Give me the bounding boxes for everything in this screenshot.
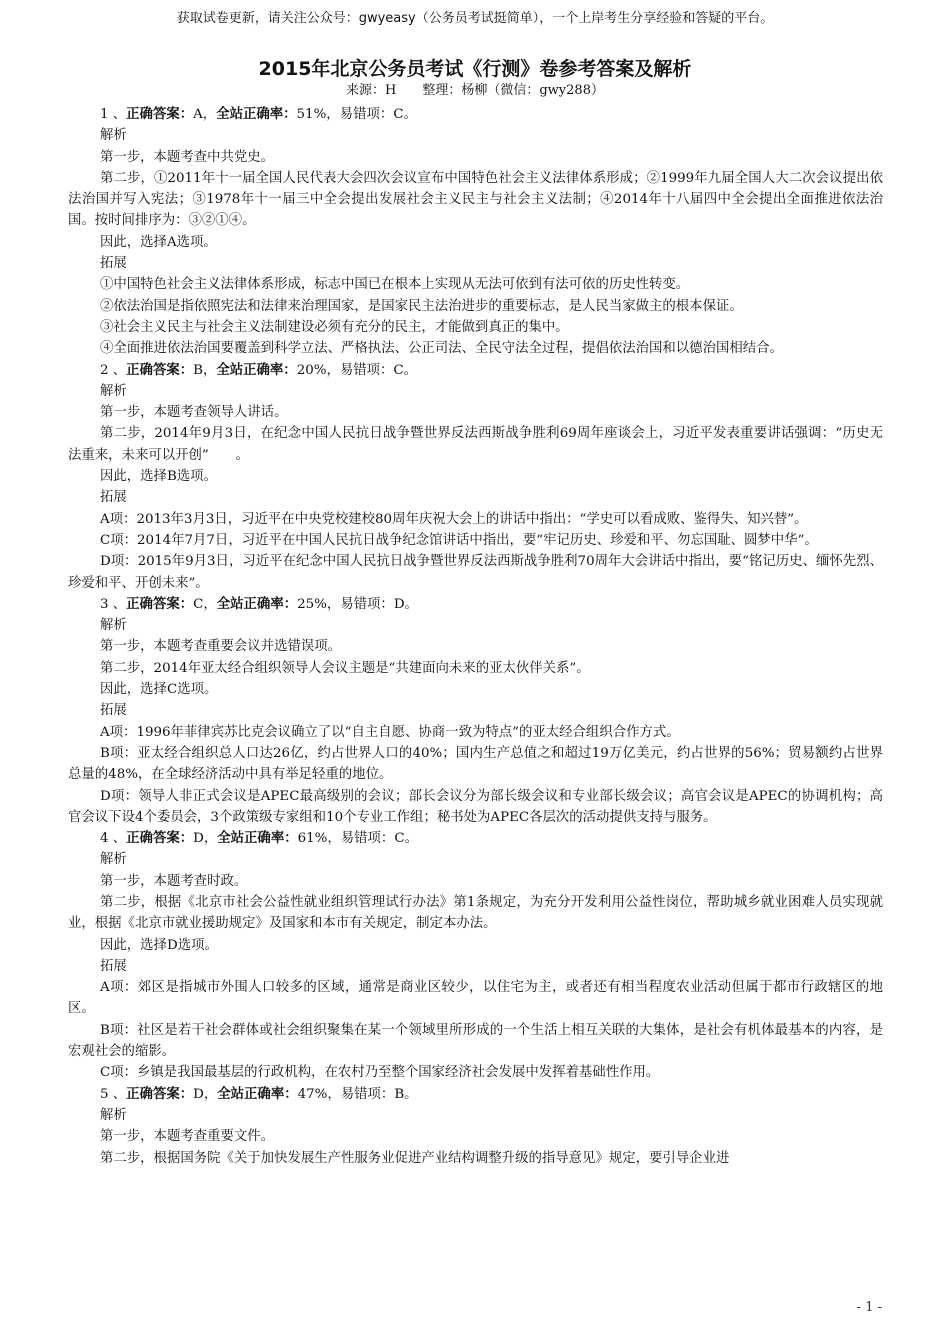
rate-value: 20%，易错项：C。 <box>296 362 418 378</box>
analysis-paragraph: 因此，选择D选项。 <box>100 937 218 953</box>
answer-value: C， <box>193 596 217 612</box>
rate-value: 47%，易错项：B。 <box>297 1086 418 1102</box>
extend-paragraph: A项：郊区是指城市外围人口较多的区域，通常是商业区较少，以住宅为主，或者还有相当程度农业活动但属于都市行政辖区的地区。 <box>68 980 883 1017</box>
analysis-paragraph: 第二步，根据《北京市社会公益性就业组织管理试行办法》第1条规定，为充分开发利用公益性岗位，帮助城乡就业困难人员实现就业，根据《北京市就业援助规定》及国家和本市有关规定，制定本办法。 <box>68 894 883 932</box>
extend-paragraph: ①中国特色社会主义法律体系形成，标志中国已在根本上实现从无法可依到有法可依的历史性转变。 <box>100 277 690 293</box>
analysis-paragraph: 因此，选择B选项。 <box>100 469 217 485</box>
analysis-label: 解析 <box>100 852 127 868</box>
answer-value: D， <box>193 1086 218 1102</box>
page-title: 2015年北京公务员考试《行测》卷参考答案及解析 <box>258 58 692 80</box>
analysis-paragraph: 第二步，2014年9月3日，在纪念中国人民抗日战争暨世界反法西斯战争胜利69周年座谈会上，习近平发表重要讲话强调：“历史无法重来，未来可以开创” 。 <box>68 426 883 463</box>
answer-label: 正确答案： <box>126 1085 194 1102</box>
question-heading <box>68 360 883 381</box>
analysis-paragraph: 因此，选择A选项。 <box>100 234 217 250</box>
extend-paragraph: D项：2015年9月3日，习近平在纪念中国人民抗日战争暨世界反法西斯战争胜利70周年大会讲话中指出，要“铭记历史、缅怀先烈、珍爱和平、开创未来”。 <box>68 554 883 591</box>
question-number: 3 、 <box>100 596 127 612</box>
question-heading <box>68 104 883 125</box>
analysis-paragraph: 第二步，①2011年十一届全国人民代表大会四次会议宣布中国特色社会主义法律体系形成；②1999年九届全国人大二次会议提出依法治国并写入宪法；③1978年十一届三中全会提出发展社会主义民主与社会主义法制；④2014年十八届四中全会提出全面推进依法治国。按时间排序为：③②①④。 <box>68 170 883 229</box>
document-body <box>68 104 883 1169</box>
answer-value: D， <box>193 831 218 847</box>
analysis-paragraph: 第一步，本题考查重要文件。 <box>100 1129 275 1145</box>
question-number: 2 、 <box>100 362 127 378</box>
rate-value: 61%，易错项：C。 <box>297 831 418 847</box>
analysis-paragraph: 第一步，本题考查时政。 <box>100 873 248 889</box>
extend-label: 拓展 <box>100 256 127 272</box>
extend-label: 拓展 <box>100 958 127 974</box>
answer-label: 正确答案： <box>126 361 194 378</box>
analysis-label: 解析 <box>100 383 127 399</box>
question-heading <box>68 828 883 849</box>
header-notice: 获取试卷更新，请关注公众号：gwyeasy（公务员考试挺简单），一个上岸考生分享经验和答疑的平台。 <box>176 11 774 26</box>
extend-paragraph: B项：亚太经合组织总人口达26亿，约占世界人口的40%；国内生产总值之和超过19万亿美元，约占世界的56%；贸易额约占世界总量的48%，在全球经济活动中具有举足轻重的地位。 <box>68 745 883 783</box>
rate-label: 全站正确率： <box>216 361 297 378</box>
extend-paragraph: ④全面推进依法治国要覆盖到科学立法、严格执法、公正司法、全民守法全过程，提倡依法治国和以德治国相结合。 <box>100 341 783 357</box>
rate-label: 全站正确率： <box>216 595 298 612</box>
analysis-label: 解析 <box>100 128 127 144</box>
rate-value: 25%，易错项：D。 <box>297 596 418 612</box>
page-number: - 1 - <box>856 1300 882 1315</box>
rate-label: 全站正确率： <box>217 1085 298 1102</box>
analysis-label: 解析 <box>100 1107 127 1123</box>
source-line: 来源：H 整理：杨柳（微信：gwy288） <box>346 83 604 98</box>
extend-paragraph: A项：1996年菲律宾苏比克会议确立了以“自主自愿、协商一致为特点”的亚太经合组织合作方式。 <box>100 724 680 740</box>
analysis-label: 解析 <box>100 618 127 634</box>
question-number: 1 、 <box>100 107 127 122</box>
answer-value: A， <box>193 107 217 122</box>
extend-paragraph: C项：2014年7月7日，习近平在中国人民抗日战争纪念馆讲话中指出，要“牢记历史、珍爱和平、勿忘国耻、圆梦中华”。 <box>100 532 818 548</box>
extend-paragraph: C项：乡镇是我国最基层的行政机构，在农村乃至整个国家经济社会发展中发挥着基础性作用。 <box>100 1065 660 1081</box>
analysis-paragraph: 第一步，本题考查中共党史。 <box>100 149 275 165</box>
analysis-paragraph: 第二步，2014年亚太经合组织领导人会议主题是“共建面向未来的亚太伙伴关系”。 <box>100 660 590 676</box>
answer-value: B， <box>193 362 217 378</box>
extend-label: 拓展 <box>100 703 127 719</box>
extend-paragraph: A项：2013年3月3日，习近平在中央党校建校80周年庆祝大会上的讲话中指出：“学史可以看成败、鉴得失、知兴替”。 <box>100 511 808 527</box>
extend-paragraph: B项：社区是若干社会群体或社会组织聚集在某一个领域里所形成的一个生活上相互关联的大集体，是社会有机体最基本的内容，是宏观社会的缩影。 <box>68 1022 883 1060</box>
rate-label: 全站正确率： <box>217 830 298 847</box>
question-number: 4 、 <box>100 831 127 847</box>
answer-label: 正确答案： <box>126 830 194 847</box>
answer-label: 正确答案： <box>126 106 194 122</box>
extend-label: 拓展 <box>100 490 127 506</box>
analysis-paragraph: 第二步，根据国务院《关于加快发展生产性服务业促进产业结构调整升级的指导意见》规定，要引导企业进 <box>100 1150 730 1166</box>
extend-paragraph: D项：领导人非正式会议是APEC最高级别的会议；部长会议分为部长级会议和专业部长级会议；高官会议是APEC的协调机构；高官会议下设4个委员会，3个政策级专家组和10个专业工作组；秘书处为APEC各层次的活动提供支持与服务。 <box>68 788 883 825</box>
analysis-paragraph: 第一步，本题考查重要会议并选错误项。 <box>100 639 342 655</box>
extend-paragraph: ③社会主义民主与社会主义法制建设必须有充分的民主，才能做到真正的集中。 <box>100 319 569 335</box>
analysis-paragraph: 第一步，本题考查领导人讲话。 <box>100 405 288 421</box>
answer-label: 正确答案： <box>126 595 194 612</box>
rate-label: 全站正确率： <box>216 106 297 122</box>
question-number: 5 、 <box>100 1086 127 1102</box>
extend-paragraph: ②依法治国是指依照宪法和法律来治理国家，是国家民主法治进步的重要标志，是人民当家做主的根本保证。 <box>100 298 743 314</box>
question-heading <box>68 594 883 615</box>
rate-value: 51%，易错项：C。 <box>296 107 417 122</box>
analysis-paragraph: 因此，选择C选项。 <box>100 682 218 698</box>
question-heading <box>68 1084 883 1105</box>
